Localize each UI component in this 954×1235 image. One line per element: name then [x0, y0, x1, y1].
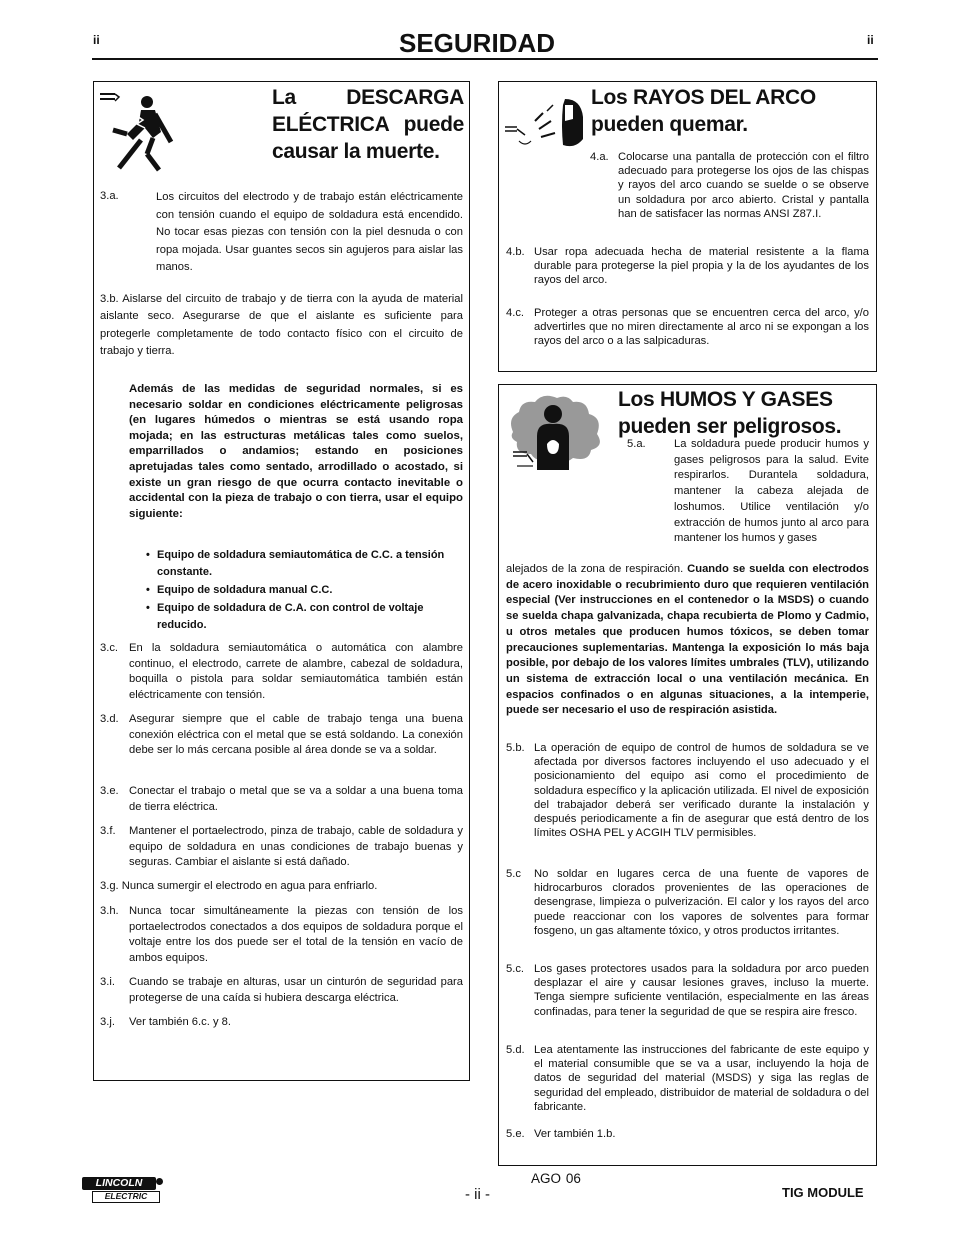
bullet-icon: •	[146, 584, 150, 596]
item-number: 5.c.	[506, 963, 525, 975]
item-number: 3.f.	[100, 825, 116, 837]
equipment-bullet-1	[146, 547, 457, 581]
item-4c	[506, 306, 869, 349]
model-name: TIG MODULE	[782, 1185, 864, 1200]
item-3b-text: 3.b. Aislarse del circuito de trabajo y de tierra con la ayuda de material aislante seco. Asegurarse de que el aislante es suficiente para protegerle completamente de todo contacto físico con el circuito de trabajo y tierra.	[100, 293, 463, 358]
item-text: Nunca tocar simultáneamente la piezas con tensión de los portaelectrodos conectados a dos equipos de soldadura porque el voltaje entre los dos puede ser el total de la tensión en vacío de ambos equipos.	[129, 905, 463, 964]
item-5a-text-top: La soldadura puede producir humos y gases peligrosos para la salud. Evite respirarlos. Durantela soldadura, mantener la cabeza alejada de loshumos. Utilice ventilación y/o extracción de humos junto al arco para mantener los humos y gases	[674, 438, 869, 545]
item-text: Ver también 6.c. y 8.	[129, 1016, 231, 1028]
item-text: Usar ropa adecuada hecha de material resistente a la flama durable para protegerse la piel propia y la de los ayudantes de los rayos del arco.	[534, 246, 869, 287]
item-number: 4.a.	[590, 151, 609, 163]
fumes-gases-icon	[507, 392, 617, 476]
bullet-text: Equipo de soldadura manual C.C.	[157, 584, 333, 596]
item-5a-number: 5.a.	[627, 438, 646, 450]
item-number: 3.i.	[100, 976, 115, 988]
item-text: Cuando se trabaje en alturas, usar un cinturón de seguridad para protegerse de una caída si hubiera descarga eléctrica.	[129, 976, 463, 1004]
logo-top-text: LINCOLN	[82, 1177, 156, 1190]
item-number: 3.e.	[100, 785, 119, 797]
page-number-left: ii	[93, 33, 100, 47]
item-3d	[100, 712, 463, 759]
item-3a-number: 3.a.	[100, 190, 119, 202]
item-number: 5.d.	[506, 1044, 525, 1056]
item-3c	[100, 641, 463, 703]
item-text: En la soldadura semiautomática o automática con alambre continuo, el electrodo, carrete de alambre, cabezal de soldadura, boquilla o pistola para soldar semiautomática también están eléctricamente con tensión.	[129, 642, 463, 701]
item-number: 5.e.	[506, 1128, 525, 1140]
item-number: 4.b.	[506, 246, 525, 258]
item-number: 3.c.	[100, 642, 119, 654]
item-3j	[100, 1015, 463, 1031]
bullet-icon: •	[146, 602, 150, 614]
item-text: No soldar en lugares cerca de una fuente de vapores de hidrocarburos clorados provenientes de las operaciones de desengrase, limpieza o pulverización. El calor y los rayos del arco puede reaccionar con los vapores de solventes para formar fosgeno, un gas altamente tóxico, y otros productos irritantes.	[534, 868, 869, 937]
bullet-text: Equipo de soldadura de C.A. con control de voltaje reducido.	[157, 602, 424, 631]
item-number: 3.h.	[100, 905, 119, 917]
item-3g	[100, 879, 463, 895]
item-5a-warning: Cuando se suelda con electrodos de acero inoxidable o recubrimiento duro que requieren ventilación especial (Ver instrucciones en el contenedor o la MSDS) o cuando se suelda chapa galvanizada, chapa recubierta de Plomo y Cadmio, u otros metales que producen humos tóxicos, se deben tomar precauciones suplementarias. Mantenga la exposición lo más baja posible, por debajo de los valores límites umbrales (TLV), utilizando un sistema de extracción local o una ventilación mecánica. En espacios confinados o en algunas situaciones, a la intemperie, puede ser necesario el uso de respiración asistida.	[506, 563, 870, 717]
page-number-right: ii	[867, 33, 874, 47]
item-text: Colocarse una pantalla de protección con el filtro adecuado para protegerse los ojos de las chispas y rayos del arco cuando se suelde o se observe un soldadura por arco abierto. Cristal y pantalla han de satisfacer las normas ANSI Z87.I.	[618, 151, 869, 220]
page-number-footer: - ii -	[465, 1186, 490, 1203]
item-number: 3.d.	[100, 713, 119, 725]
page-title: SEGURIDAD	[398, 28, 555, 58]
item-3a-text: Los circuitos del electrodo y de trabajo están eléctricamente con tensión cuando el equipo de soldadura está encendido. No tocar esas piezas con tensión con la piel desnuda o con ropa mojada. Usar guantes secos sin agujeros para aislar las manos.	[156, 191, 463, 274]
header-divider	[92, 58, 878, 60]
item-text: Nunca sumergir el electrodo en agua para enfriarlo.	[121, 880, 378, 892]
item-4a	[590, 150, 869, 221]
item-3f	[100, 824, 463, 871]
item-5a-text-bottom	[506, 562, 869, 719]
item-number: 5.c	[506, 868, 521, 880]
item-text: Asegurar siempre que el cable de trabajo tenga una buena conexión eléctrica con el metal que se está soldando. La conexión debe ser lo más cercana posible al área donde se va a soldar.	[129, 713, 463, 757]
electric-shock-heading: La DESCARGA ELÉCTRICA puede causar la muerte.	[272, 86, 464, 163]
equipment-bullet-2	[146, 582, 457, 599]
item-text: La operación de equipo de control de humos de soldadura se ve afectada por diversos factores incluyendo el uso adecuado y el posicionamiento del equipo asi como el procedimiento de soldadura específico y la aplicación utilizada. El nivel de exposición del trabajador deberá ser verificado durante la instalación y después periodicamente a fin de asegurar que está dentro de los límites OSHA PEL y ACGIH TLV permisibles.	[534, 742, 869, 840]
item-text: Conectar el trabajo o metal que se va a soldar a una buena toma de tierra eléctrica.	[129, 785, 463, 813]
item-number: 3.g.	[100, 880, 119, 892]
fumes-gases-heading: Los HUMOS Y GASES pueden ser peligrosos.	[618, 388, 842, 438]
item-number: 3.j.	[100, 1016, 115, 1028]
revision-date: AGO 06	[531, 1171, 581, 1186]
electric-shock-icon	[97, 88, 181, 174]
item-3i	[100, 975, 463, 1006]
equipment-bullet-3	[146, 600, 457, 634]
item-5a-continuation: alejados de la zona de respiración.	[506, 563, 684, 575]
item-number: 5.b.	[506, 742, 525, 754]
item-5c-first	[506, 867, 869, 938]
item-5d	[506, 1043, 869, 1114]
item-5c-second	[506, 962, 869, 1019]
item-text: Lea atentamente las instrucciones del fabricante de este equipo y el material consumible que se va a usar, incluyendo la hoja de datos de seguridad del material (MSDS) y siga las reglas de seguridad del empleado, distribuidor de material de soldadura o del fabricante.	[534, 1044, 869, 1113]
item-text: Proteger a otras personas que se encuentren cerca del arco, y/o advertirles que no miren directamente al arco ni se expongan a los rayos del arco o a las salpicaduras.	[534, 307, 869, 348]
item-number: 4.c.	[506, 307, 525, 319]
bullet-icon: •	[146, 549, 150, 561]
arc-rays-icon	[503, 95, 589, 157]
item-text: Ver también 1.b.	[534, 1128, 616, 1140]
arc-rays-heading: Los RAYOS DEL ARCO pueden quemar.	[591, 86, 816, 136]
item-4b	[506, 245, 869, 288]
item-3e	[100, 784, 463, 815]
item-5b	[506, 741, 869, 840]
item-3h	[100, 904, 463, 966]
item-text: Mantener el portaelectrodo, pinza de trabajo, cable de soldadura y equipo de soldadura en unas condiciones de trabajo buenas y seguras. Cambiar el aislante si está dañado.	[129, 825, 463, 869]
registered-mark-icon	[156, 1178, 163, 1185]
item-5e	[506, 1127, 869, 1141]
bullet-text: Equipo de soldadura semiautomática de C.C. a tensión constante.	[157, 549, 445, 578]
lincoln-electric-logo	[82, 1177, 162, 1205]
item-text: Los gases protectores usados para la soldadura por arco pueden desplazar el aire y causar lesiones graves, incluso la muerte. Tenga siempre suficiente ventilación, especialmente en las áreas confinadas, para tener la seguridad de que se respira aire fresco.	[534, 963, 869, 1018]
hazard-conditions-paragraph: Además de las medidas de seguridad normales, si es necesario soldar en condiciones eléctricamente peligrosas (en lugares húmedos o mientras se está usando ropa mojada; en las estructuras metálicas tales como suelos, emparrillados o andamios; estando en posiciones apretujadas tales como sentado, arrodillado o acostado, si existe un gran riesgo de que ocurra contacto inevitable o accidental con la pieza de trabajo o con tierra, usar el equipo siguiente:	[129, 383, 463, 520]
logo-bottom-text: ELECTRIC	[92, 1191, 160, 1203]
